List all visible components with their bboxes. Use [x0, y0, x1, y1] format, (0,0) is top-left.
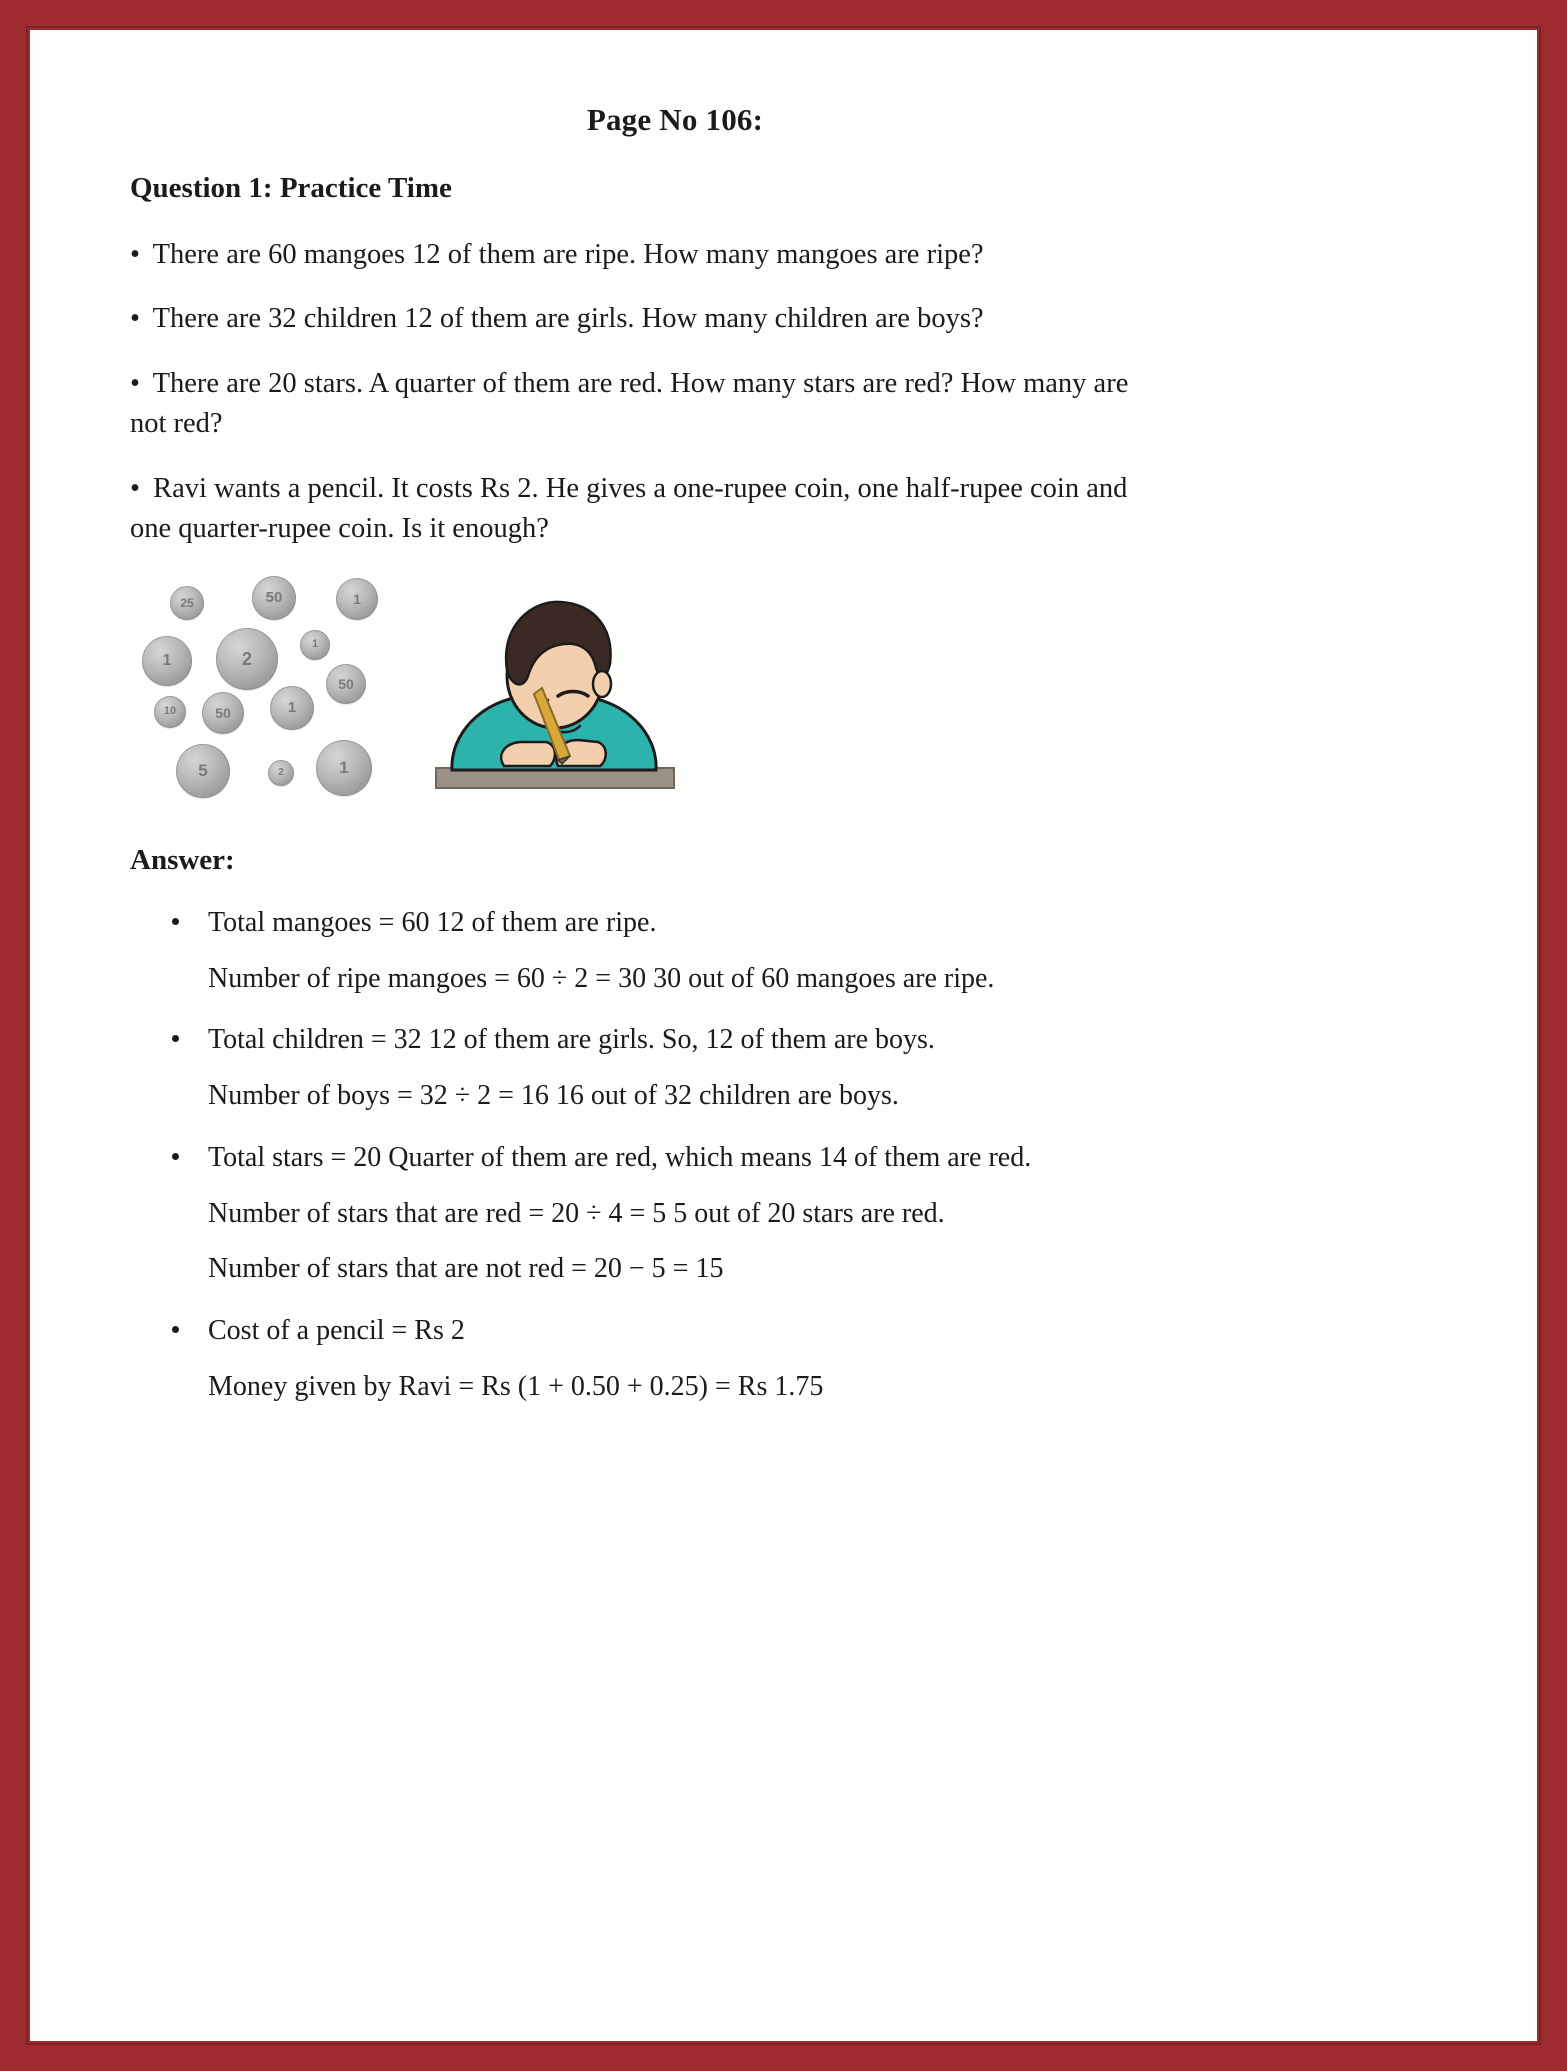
coin: 1 — [300, 630, 330, 660]
question-bullet-text: Ravi wants a pencil. It costs Rs 2. He gives a one-rupee coin, one half-rupee coin and one quarter-rupee coin. Is it enough? — [130, 472, 1128, 545]
answer-item — [130, 1311, 1160, 1407]
coin: 50 — [326, 664, 366, 704]
coin: 2 — [216, 628, 278, 690]
coin: 1 — [316, 740, 372, 796]
document-content — [130, 102, 1160, 1429]
coin: 25 — [170, 586, 204, 620]
question-bullet — [130, 469, 1160, 550]
answer-sub-text: Number of boys = 32 ÷ 2 = 16 16 out of 32 children are boys. — [208, 1080, 899, 1112]
question-bullet-text: There are 20 stars. A quarter of them are red. How many stars are red? How many are not red? — [130, 367, 1129, 440]
answer-sub-text: Number of stars that are not red = 20 − 5 = 15 — [208, 1253, 724, 1285]
question-heading: Question 1: Practice Time — [130, 172, 452, 204]
coin: 50 — [202, 692, 244, 734]
boy-writing-illustration — [430, 584, 680, 804]
answer-item — [130, 1138, 1160, 1289]
illustration-row — [130, 574, 1160, 826]
coin: 2 — [268, 760, 294, 786]
answer-main-text: Total mangoes = 60 12 of them are ripe. — [208, 906, 657, 938]
answer-item — [130, 1020, 1160, 1116]
question-bullet — [130, 299, 1160, 339]
coin: 50 — [252, 576, 296, 620]
bullet-dot-icon: • — [130, 303, 140, 335]
boy-writing-svg — [430, 584, 680, 804]
coin: 5 — [176, 744, 230, 798]
coin: 1 — [336, 578, 378, 620]
question-bullet-text: There are 60 mangoes 12 of them are ripe. How many mangoes are ripe? — [152, 239, 984, 270]
answer-main-text: Total stars = 20 Quarter of them are red, which means 14 of them are red. — [208, 1141, 1032, 1173]
question-bullet — [130, 235, 1160, 275]
answer-bullet-dot-icon — [172, 1153, 179, 1160]
coin: 10 — [154, 696, 186, 728]
answer-sub-text: Money given by Ravi = Rs (1 + 0.50 + 0.25) = Rs 1.75 — [208, 1370, 824, 1402]
coin: 1 — [270, 686, 314, 730]
question-bullet-text: There are 32 children 12 of them are girls. How many children are boys? — [152, 303, 984, 335]
page-sheet — [30, 30, 1537, 2041]
ear-shape — [593, 671, 611, 697]
answer-sub-text: Number of stars that are red = 20 ÷ 4 = 5 5 out of 20 stars are red. — [208, 1197, 945, 1229]
answer-bullet-dot-icon — [172, 918, 179, 925]
bullet-dot-icon: • — [130, 239, 140, 270]
left-hand-shape — [501, 742, 555, 766]
answer-heading: Answer: — [130, 843, 235, 876]
answer-main-text: Total children = 32 12 of them are girls. So, 12 of them are boys. — [208, 1024, 935, 1056]
page-title: Page No 106: — [586, 102, 764, 137]
question-bullet — [130, 364, 1160, 445]
coins-illustration — [140, 574, 400, 814]
answer-bullet-dot-icon — [172, 1326, 179, 1333]
answer-bullet-dot-icon — [172, 1035, 179, 1042]
answer-item — [130, 903, 1160, 999]
coin: 1 — [142, 636, 192, 686]
answer-sub-text: Number of ripe mangoes = 60 ÷ 2 = 30 30 out of 60 mangoes are ripe. — [208, 962, 995, 994]
bullet-dot-icon: • — [130, 472, 140, 504]
answer-main-text: Cost of a pencil = Rs 2 — [208, 1315, 465, 1347]
bullet-dot-icon: • — [130, 367, 140, 399]
answer-list — [130, 903, 1160, 1407]
